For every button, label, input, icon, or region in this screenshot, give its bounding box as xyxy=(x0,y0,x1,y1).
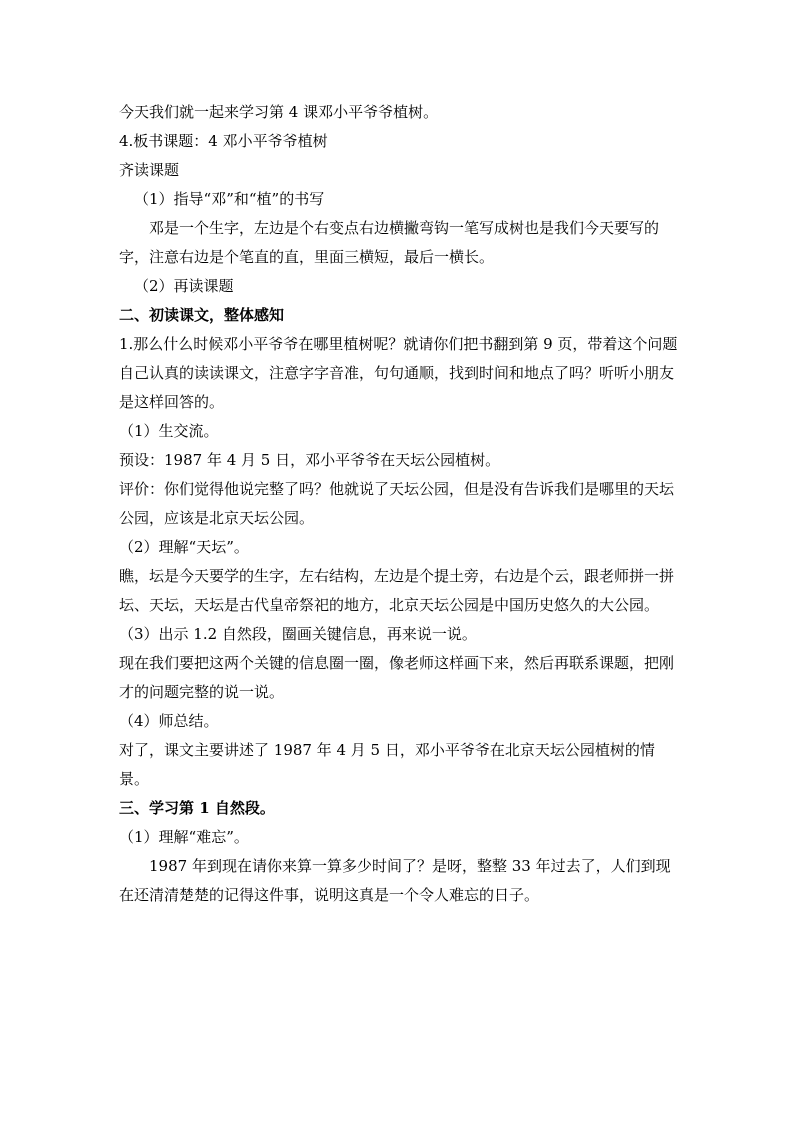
sub-item: （1）生交流。 xyxy=(119,422,219,440)
paragraph: 邓是一个生字，左边是个右变点右边横撇弯钩一笔写成树也是我们今天要写的字，注意右边是个笔直的直，里面三横短，最后一横长。 xyxy=(119,219,660,266)
paragraph: 齐读课题 xyxy=(119,161,180,179)
sub-item: （4）师总结。 xyxy=(119,712,219,730)
paragraph: 1.那么什么时候邓小平爷爷在哪里植树呢？就请你们把书翻到第 9 页，带着这个问题自己认真的读读课文，注意字字音准，句句通顺，找到时间和地点了吗？听听小朋友是这样回答的。 xyxy=(119,335,678,411)
paragraph: 预设：1987 年 4 月 5 日，邓小平爷爷在天坛公园植树。 xyxy=(119,451,501,469)
paragraph: 对了，课文主要讲述了 1987 年 4 月 5 日，邓小平爷爷在北京天坛公园植树的情景。 xyxy=(119,741,655,788)
sub-item: （1）理解“难忘”。 xyxy=(119,828,249,846)
sub-item: （2）再读课题 xyxy=(134,277,234,295)
paragraph: 评价：你们觉得他说完整了吗？他就说了天坛公园，但是没有告诉我们是哪里的天坛公园，应该是北京天坛公园。 xyxy=(119,480,675,527)
sub-item: （2）理解“天坛”。 xyxy=(119,538,249,556)
paragraph: 瞧，坛是今天要学的生字，左右结构，左边是个提土旁，右边是个云，跟老师拼一拼坛、天坛，天坛是古代皇帝祭祀的地方，北京天坛公园是中国历史悠久的大公园。 xyxy=(119,567,675,614)
document-body xyxy=(119,98,679,910)
paragraph: 1987 年到现在请你来算一算多少时间了？是呀，整整 33 年过去了，人们到现在还清清楚楚的记得这件事，说明这真是一个令人难忘的日子。 xyxy=(119,857,671,904)
section-heading: 三、学习第 1 自然段。 xyxy=(119,799,275,817)
sub-item: （3）出示 1.2 自然段，圈画关键信息，再来说一说。 xyxy=(119,625,477,643)
paragraph: 现在我们要把这两个关键的信息圈一圈，像老师这样画下来，然后再联系课题，把刚才的问题完整的说一说。 xyxy=(119,654,675,701)
paragraph: 今天我们就一起来学习第 4 课邓小平爷爷植树。 xyxy=(119,103,439,121)
section-heading: 二、初读课文，整体感知 xyxy=(119,306,285,324)
paragraph: 4.板书课题：4 邓小平爷爷植树 xyxy=(119,132,328,150)
sub-item: （1）指导“邓”和“植”的书写 xyxy=(134,190,325,208)
